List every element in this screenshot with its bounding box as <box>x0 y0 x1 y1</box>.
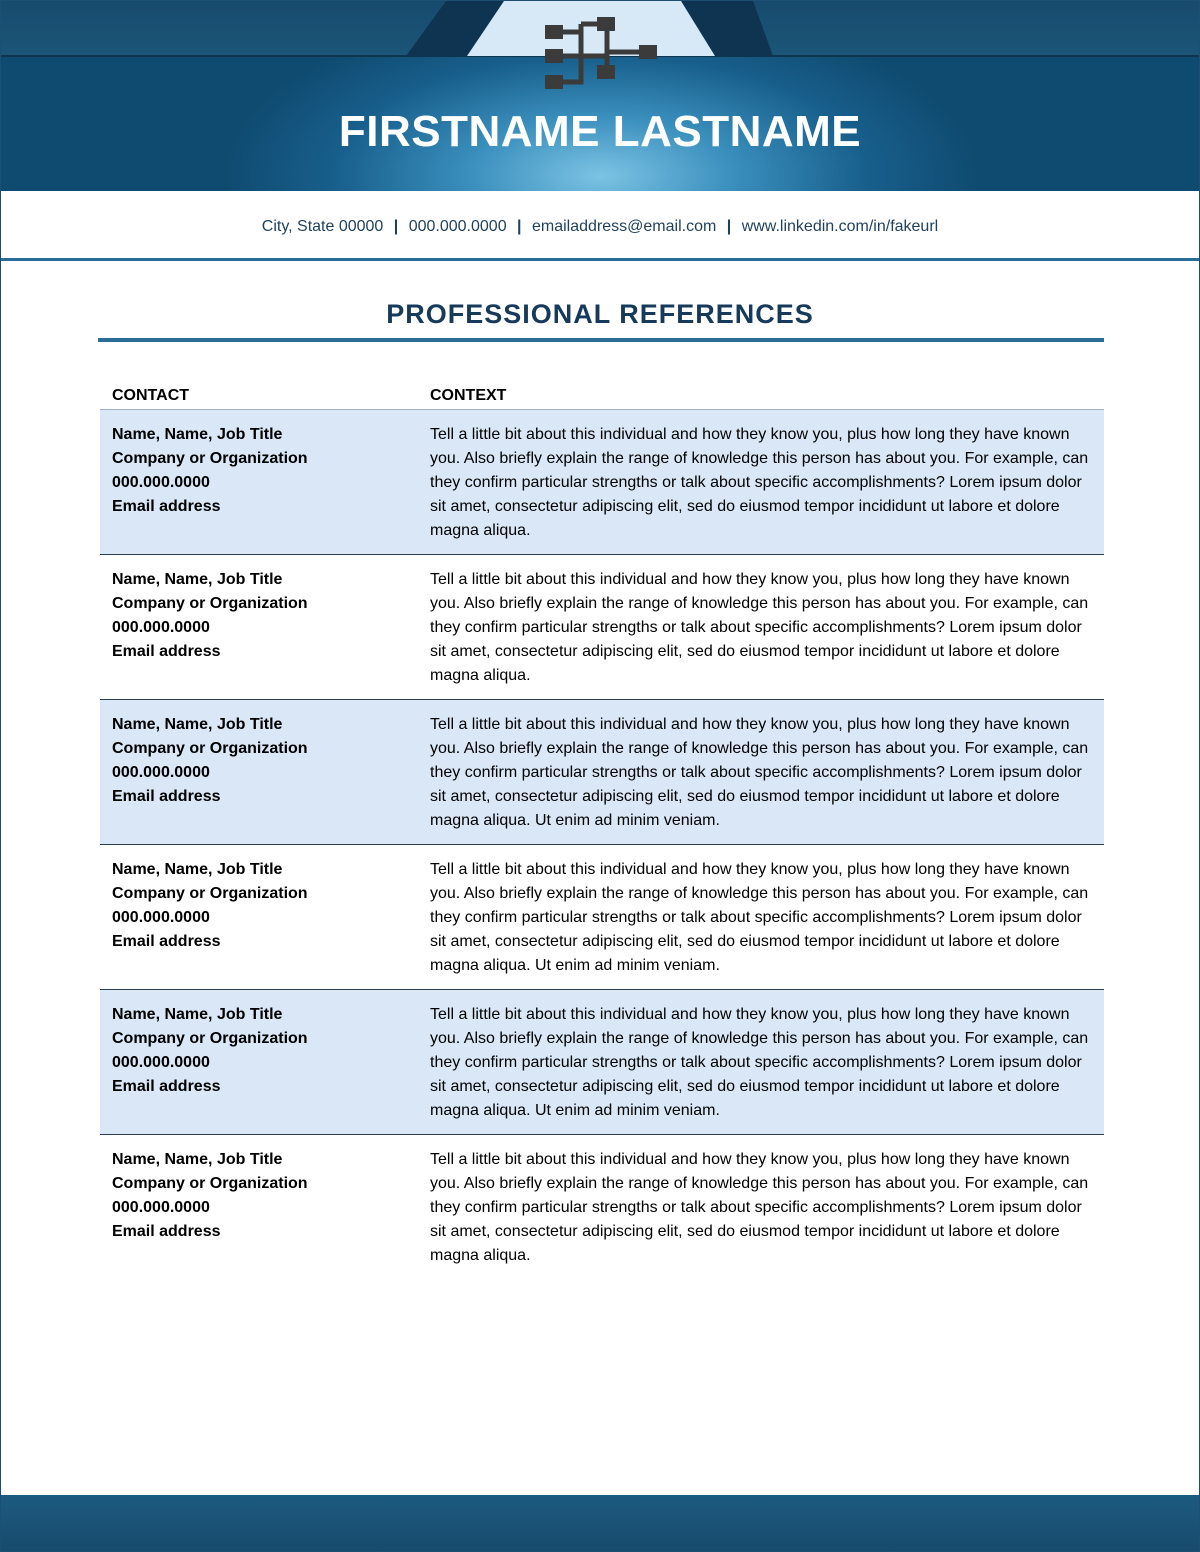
reference-name: Name, Name, Job Title <box>112 716 283 733</box>
reference-phone: 000.000.0000 <box>112 764 210 781</box>
reference-context: Tell a little bit about this individual and how they know you, plus how long they have known you. Also briefly explain the range of knowledge this person has about you. For example, can they confirm particular strengths or talk about specific accomplishments? Lorem ipsum dolor sit amet, consectetur adipiscing elit, sed do eiusmod tempor incididunt ut labore et dolore magna aliqua. <box>430 1151 1089 1264</box>
reference-phone: 000.000.0000 <box>112 1054 210 1071</box>
reference-context: Tell a little bit about this individual and how they know you, plus how long they have known you. Also briefly explain the range of knowledge this person has about you. For example, can they confirm particular strengths or talk about specific accomplishments? Lorem ipsum dolor sit amet, consectetur adipiscing elit, sed do eiusmod tempor incididunt ut labore et dolore magna aliqua. <box>430 571 1089 684</box>
candidate-name: FIRSTNAME LASTNAME <box>338 107 862 156</box>
reference-contact <box>100 713 418 833</box>
section-title-rule <box>98 338 1104 342</box>
reference-name: Name, Name, Job Title <box>112 1006 283 1023</box>
header-contact: CONTACT <box>112 387 190 404</box>
contact-location: City, State 00000 <box>261 218 384 235</box>
contact-phone: 000.000.0000 <box>408 218 507 235</box>
reference-context: Tell a little bit about this individual and how they know you, plus how long they have known you. Also briefly explain the range of knowledge this person has about you. For example, can they confirm particular strengths or talk about specific accomplishments? Lorem ipsum dolor sit amet, consectetur adipiscing elit, sed do eiusmod tempor incididunt ut labore et dolore magna aliqua. Ut enim ad minim veniam. <box>430 861 1089 974</box>
network-tree-icon <box>541 15 661 97</box>
footer-band <box>1 1495 1199 1551</box>
contact-linkedin[interactable]: www.linkedin.com/in/fakeurl <box>741 218 939 235</box>
table-row <box>100 700 1104 845</box>
reference-phone: 000.000.0000 <box>112 1199 210 1216</box>
section-title: PROFESSIONAL REFERENCES <box>386 299 814 329</box>
reference-email: Email address <box>112 643 221 660</box>
contact-rule <box>1 258 1199 261</box>
reference-name: Name, Name, Job Title <box>112 1151 283 1168</box>
contact-email[interactable]: emailaddress@email.com <box>531 218 717 235</box>
contact-separator: | <box>726 218 732 235</box>
reference-email: Email address <box>112 498 221 515</box>
reference-name: Name, Name, Job Title <box>112 861 283 878</box>
contact-line <box>1 215 1199 239</box>
reference-context: Tell a little bit about this individual and how they know you, plus how long they have known you. Also briefly explain the range of knowledge this person has about you. For example, can they confirm particular strengths or talk about specific accomplishments? Lorem ipsum dolor sit amet, consectetur adipiscing elit, sed do eiusmod tempor incididunt ut labore et dolore magna aliqua. Ut enim ad minim veniam. <box>430 1006 1089 1119</box>
reference-contact <box>100 423 418 543</box>
reference-email: Email address <box>112 1078 221 1095</box>
table-header <box>100 383 1104 410</box>
reference-email: Email address <box>112 933 221 950</box>
reference-context: Tell a little bit about this individual and how they know you, plus how long they have known you. Also briefly explain the range of knowledge this person has about you. For example, can they confirm particular strengths or talk about specific accomplishments? Lorem ipsum dolor sit amet, consectetur adipiscing elit, sed do eiusmod tempor incididunt ut labore et dolore magna aliqua. <box>430 426 1089 539</box>
table-row <box>100 990 1104 1135</box>
reference-contact <box>100 1003 418 1123</box>
table-row <box>100 410 1104 555</box>
table-row <box>100 845 1104 990</box>
reference-phone: 000.000.0000 <box>112 909 210 926</box>
reference-contact <box>100 1148 418 1268</box>
reference-email: Email address <box>112 1223 221 1240</box>
header-context: CONTEXT <box>430 387 507 404</box>
reference-contact <box>100 568 418 688</box>
table-row <box>100 1135 1104 1279</box>
reference-company: Company or Organization <box>112 1175 308 1192</box>
reference-phone: 000.000.0000 <box>112 619 210 636</box>
contact-separator: | <box>517 218 522 235</box>
reference-phone: 000.000.0000 <box>112 474 210 491</box>
reference-name: Name, Name, Job Title <box>112 571 283 588</box>
references-table <box>100 383 1104 1279</box>
reference-name: Name, Name, Job Title <box>112 426 283 443</box>
reference-contact <box>100 858 418 978</box>
reference-context: Tell a little bit about this individual and how they know you, plus how long they have known you. Also briefly explain the range of knowledge this person has about you. For example, can they confirm particular strengths or talk about specific accomplishments? Lorem ipsum dolor sit amet, consectetur adipiscing elit, sed do eiusmod tempor incididunt ut labore et dolore magna aliqua. Ut enim ad minim veniam. <box>430 716 1089 829</box>
reference-company: Company or Organization <box>112 1030 308 1047</box>
reference-company: Company or Organization <box>112 595 308 612</box>
table-row <box>100 555 1104 700</box>
reference-email: Email address <box>112 788 221 805</box>
header-band <box>1 1 1199 191</box>
reference-company: Company or Organization <box>112 740 308 757</box>
reference-company: Company or Organization <box>112 885 308 902</box>
contact-separator: | <box>393 218 399 235</box>
reference-company: Company or Organization <box>112 450 308 467</box>
